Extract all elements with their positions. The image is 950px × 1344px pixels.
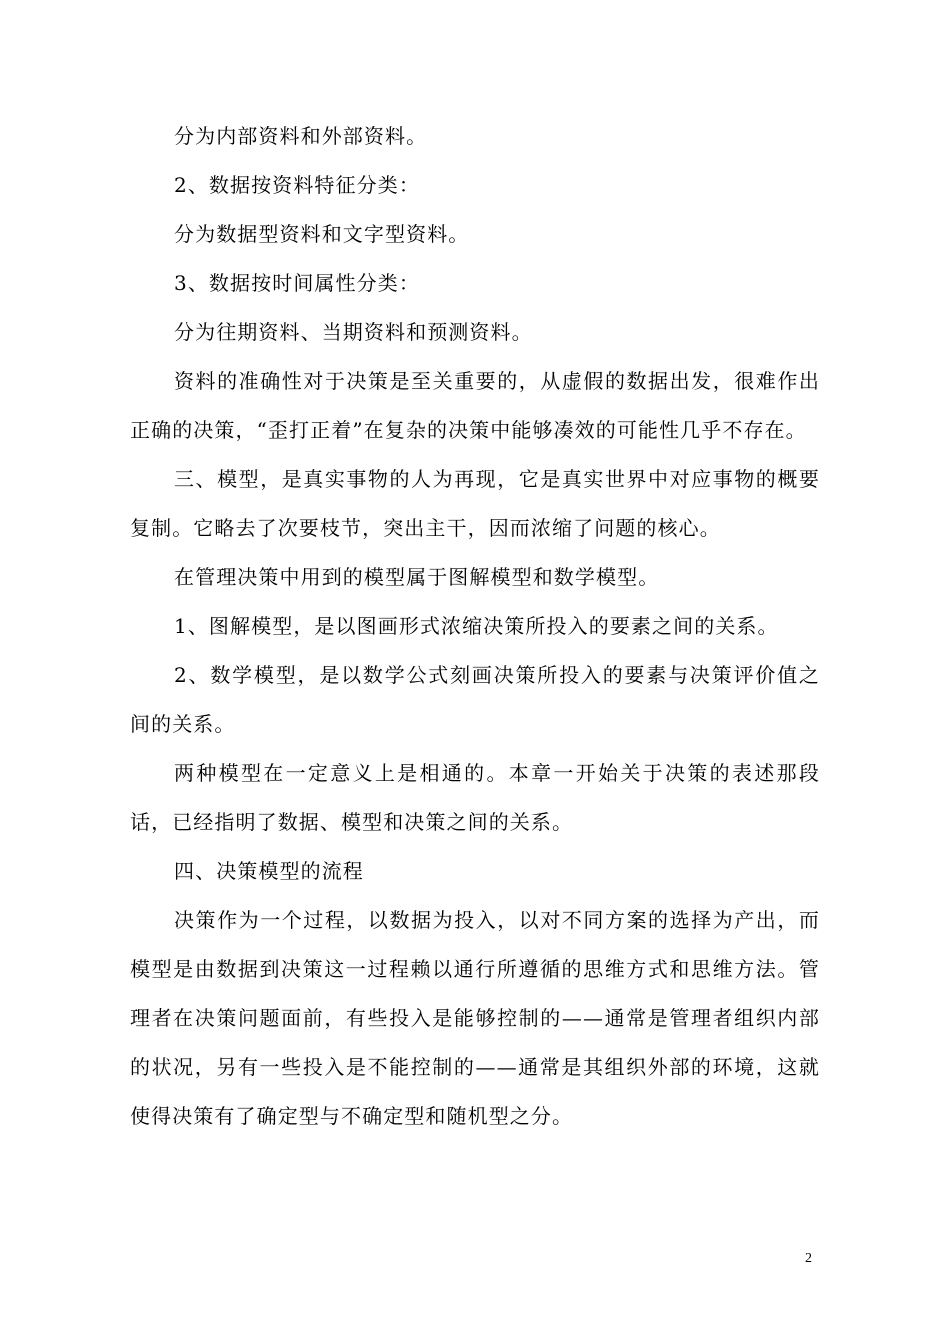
document-body (130, 112, 820, 1141)
paragraph-model-definition: 三、模型，是真实事物的人为再现，它是真实世界中对应事物的概要复制。它略去了次要枝节，突出主干，因而浓缩了问题的核心。 (130, 467, 820, 540)
paragraph-internal-external: 分为内部资料和外部资料。 (174, 124, 428, 148)
heading-decision-model-process: 四、决策模型的流程 (174, 859, 364, 883)
paragraph-model-types: 在管理决策中用到的模型属于图解模型和数学模型。 (174, 565, 660, 589)
paragraph-time-periods: 分为往期资料、当期资料和预测资料。 (174, 320, 533, 344)
paragraph-decision-process: 决策作为一个过程，以数据为投入，以对不同方案的选择为产出，而模型是由数据到决策这一过程赖以通行所遵循的思维方式和思维方法。管理者在决策问题面前，有些投入是能够控制的——通常是管理者组织内部的状况，另有一些投入是不能控制的——通常是其组织外部的环境，这就使得决策有了确定型与不确定型和随机型之分。 (130, 908, 820, 1128)
paragraph-math-model: 2、数学模型，是以数学公式刻画决策所投入的要素与决策评价值之间的关系。 (130, 663, 820, 736)
page-number: 2 (805, 1251, 812, 1266)
paragraph-models-related: 两种模型在一定意义上是相通的。本章一开始关于决策的表述那段话，已经指明了数据、模型和决策之间的关系。 (130, 761, 820, 834)
heading-data-by-feature: 2、数据按资料特征分类： (174, 173, 420, 197)
paragraph-accuracy: 资料的准确性对于决策是至关重要的，从虚假的数据出发，很难作出正确的决策，“歪打正着”在复杂的决策中能够凑效的可能性几乎不存在。 (130, 369, 820, 442)
heading-data-by-time: 3、数据按时间属性分类： (174, 271, 420, 295)
paragraph-graphical-model: 1、图解模型，是以图画形式浓缩决策所投入的要素之间的关系。 (174, 614, 779, 638)
paragraph-numeric-text: 分为数据型资料和文字型资料。 (174, 222, 470, 246)
